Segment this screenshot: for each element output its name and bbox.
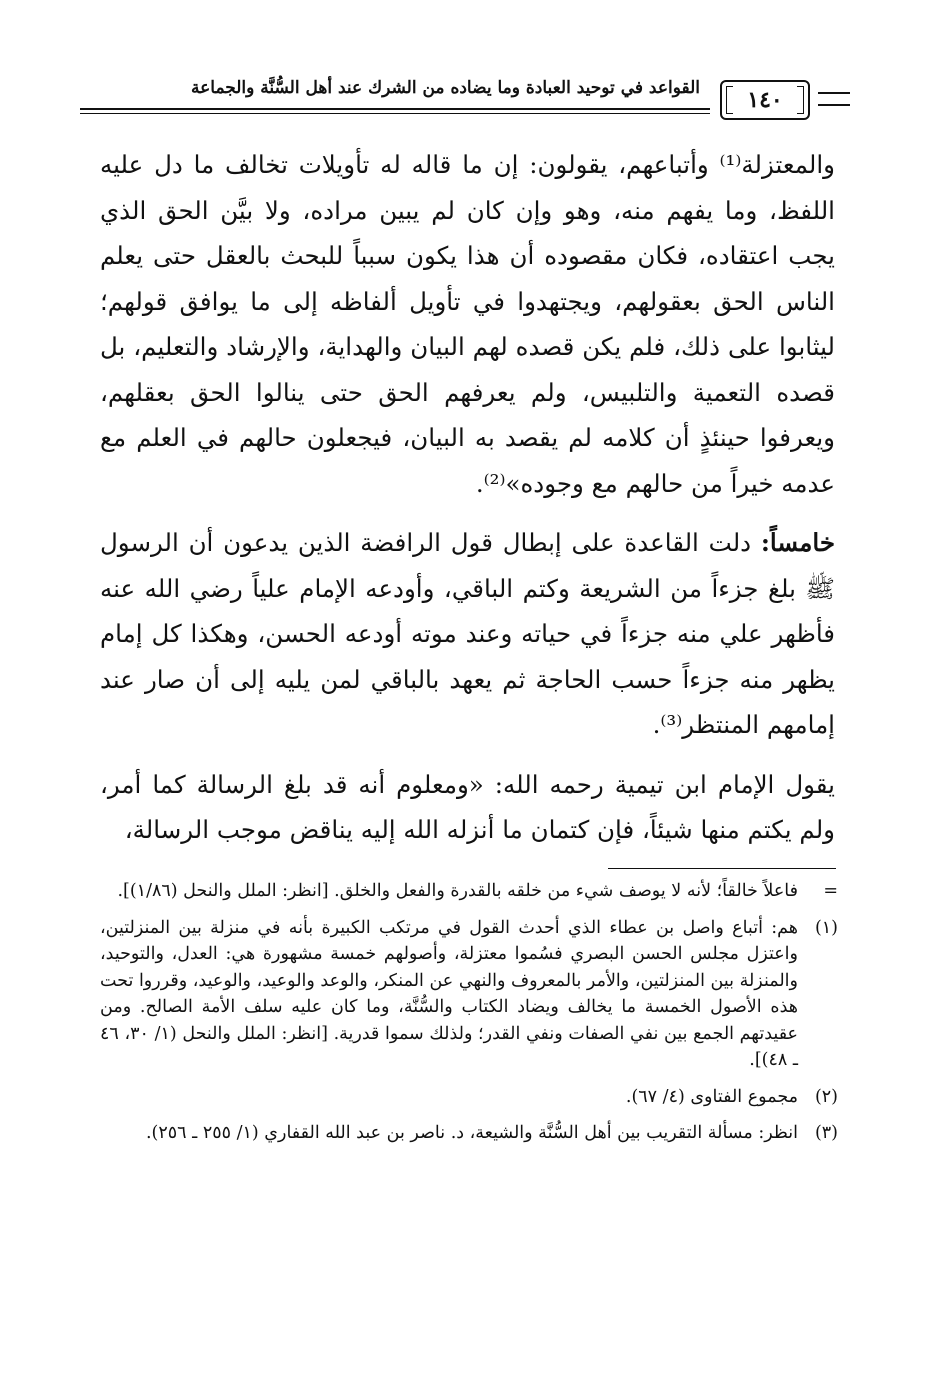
footnote-1 [100,915,838,1074]
page-number: ١٤٠ [720,80,810,120]
main-text [100,142,835,853]
footnote-mark: (١) [814,917,838,938]
footnote-text: هم: أتباع واصل بن عطاء الذي أحدث القول في مرتكب الكبيرة بأنه في منزلة بين المنزلتين، واعتزل مجلس الحسن البصري فسُموا معتزلة، وأصولهم خمسة مشهورة هي: العدل، والتوحيد، والمنزلة بين المنزلتين، والأمر بالمعروف والنهي عن المنكر، والوعد والوعيد، والوعيد، وقرروا تحت هذه الأصول الخمسة ما يخالف ويضاد الكتاب والسُّنَّة، وما كان عليه سلف الأمة الصالح. ومن عقيدتهم الجمع بين نفي الصفات ونفي القدر؛ ولذلك سموا قدرية. [انظر: الملل والنحل (١/ ٣٠، ٤٦ ـ ٤٨)]. [100,917,798,1070]
footnote-continued [100,878,838,905]
page-header [80,70,850,132]
running-title: القواعد في توحيد العبادة وما يضاده من الشرك عند أهل السُّنَّة والجماعة [191,78,700,98]
fifth-label: خامساً: [760,528,835,557]
paragraph-3: يقول الإمام ابن تيمية رحمه الله: «ومعلوم أنه قد بلغ الرسالة كما أمر، ولم يكتم منها شيئاً، فإن كتمان ما أنزله الله إليه يناقض موجب الرسالة، [100,769,835,844]
footnotes [100,878,838,1157]
footnote-text: مجموع الفتاوى (٤/ ٦٧). [625,1086,798,1107]
paragraph-2-text: دلت القاعدة على إبطال قول الرافضة الذين يدعون أن الرسول ﷺ بلغ جزءاً من الشريعة وكتم الباقي، وأودعه الإمام علياً رضي الله عنه فأظهر علي منه جزءاً في حياته وعند موته أودعه الحسن، وهكذا كل إمام يظهر منه جزءاً حسب الحاجة ثم يعهد بالباقي لمن يليه إلى أن صار عند إمامهم المنتظر⁽³⁾. [100,528,835,739]
footnote-3 [100,1120,838,1147]
footnote-text: فاعلاً خالقاً؛ لأنه لا يوصف شيء من خلقه بالقدرة والفعل والخلق. [انظر: الملل والنحل (١/٨٦)]. [117,881,798,901]
footnote-separator [608,868,836,869]
footnote-2 [100,1084,838,1111]
footnote-mark: (٣) [814,1123,838,1143]
footnote-mark: = [823,881,838,901]
header-ornament [818,92,850,106]
paragraph-1: والمعتزلة⁽¹⁾ وأتباعهم، يقولون: إن ما قاله له تأويلات تخالف ما دل عليه اللفظ، وما يفهم منه، وهو وإن كان لم يبين مراده، ولا بيَّن الحق الذي يجب اعتقاده، فكان مقصوده أن هذا يكون سبباً للبحث بالعقل حتى يعلم الناس الحق بعقولهم، ويجتهدوا في تأويل ألفاظه إلى ما يوافق قولهم؛ ليثابوا على ذلك، فلم يكن قصده لهم البيان والهداية، والإرشاد والتعليم، بل قصده التعمية والتلبيس، ولم يعرفهم الحق حتى ينالوا الحق بعقلهم، ويعرفوا حينئذٍ أن كلامه لم يقصد به البيان، فيجعلون حالهم في العلم مع عدمه خيراً من حالهم مع وجوده»⁽²⁾. [100,150,835,498]
footnote-text: انظر: مسألة التقريب بين أهل السُّنَّة والشيعة، د. ناصر بن عبد الله القفاري (١/ ٢٥٥ ـ ٢٥٦). [145,1123,798,1143]
header-rule [80,108,710,114]
footnote-mark: (٢) [814,1086,838,1107]
paragraph-2 [100,520,835,748]
